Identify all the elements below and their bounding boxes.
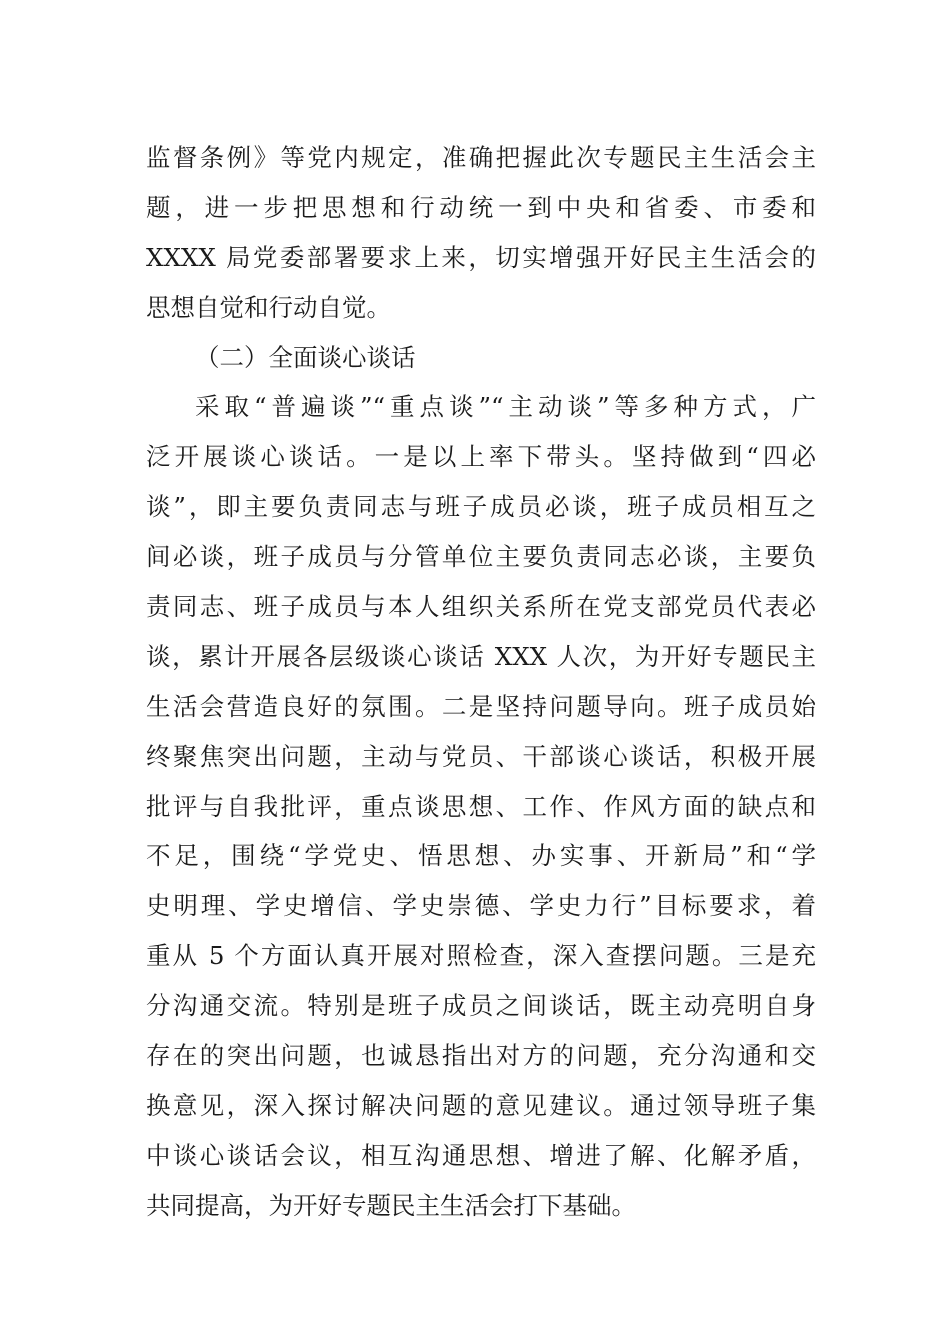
paragraph-line: 责同志、班子成员与本人组织关系所在党支部党员代表必 [146,592,816,622]
paragraph-line: 史明理、学史增信、学史崇德、学史力行”目标要求，着 [146,891,816,921]
paragraph-line: 谈”，即主要负责同志与班子成员必谈，班子成员相互之 [146,492,816,522]
paragraph-line: 采取“普遍谈”“重点谈”“主动谈”等多种方式，广 [195,392,816,422]
paragraph-line: 重从 5 个方面认真开展对照检查，深入查摆问题。三是充 [146,941,816,971]
body-text [146,133,816,1231]
paragraph-line: 生活会营造良好的氛围。二是坚持问题导向。班子成员始 [146,691,816,721]
paragraph-line: 监督条例》等党内规定，准确把握此次专题民主生活会主 [146,143,816,172]
paragraph-line: 换意见，深入探讨解决问题的意见建议。通过领导班子集 [146,1090,816,1120]
section-heading: （二）全面谈心谈话 [195,342,416,372]
paragraph-line: 共同提高，为开好专题民主生活会打下基础。 [146,1190,636,1220]
paragraph-line: 终聚焦突出问题，主动与党员、干部谈心谈话，积极开展 [146,741,816,771]
paragraph-line: 中谈心谈话会议，相互沟通思想、增进了解、化解矛盾， [146,1140,816,1170]
paragraph-line: 谈，累计开展各层级谈心谈话 XXX 人次，为开好专题民主 [146,641,816,671]
paragraph-line: 分沟通交流。特别是班子成员之间谈话，既主动亮明自身 [146,991,816,1021]
paragraph-line: 泛开展谈心谈话。一是以上率下带头。坚持做到“四必 [146,442,816,472]
paragraph-line: 不足，围绕“学党史、悟思想、办实事、开新局”和“学 [146,841,816,871]
paragraph-line: 存在的突出问题，也诚恳指出对方的问题，充分沟通和交 [146,1041,816,1071]
paragraph-line: XXXX 局党委部署要求上来，切实增强开好民主生活会的 [146,242,816,272]
paragraph-line: 思想自觉和行动自觉。 [146,292,391,322]
paragraph-line: 间必谈，班子成员与分管单位主要负责同志必谈，主要负 [146,542,816,572]
paragraph-line: 题，进一步把思想和行动统一到中央和省委、市委和 [146,192,816,222]
paragraph-line: 批评与自我批评，重点谈思想、工作、作风方面的缺点和 [146,791,816,821]
